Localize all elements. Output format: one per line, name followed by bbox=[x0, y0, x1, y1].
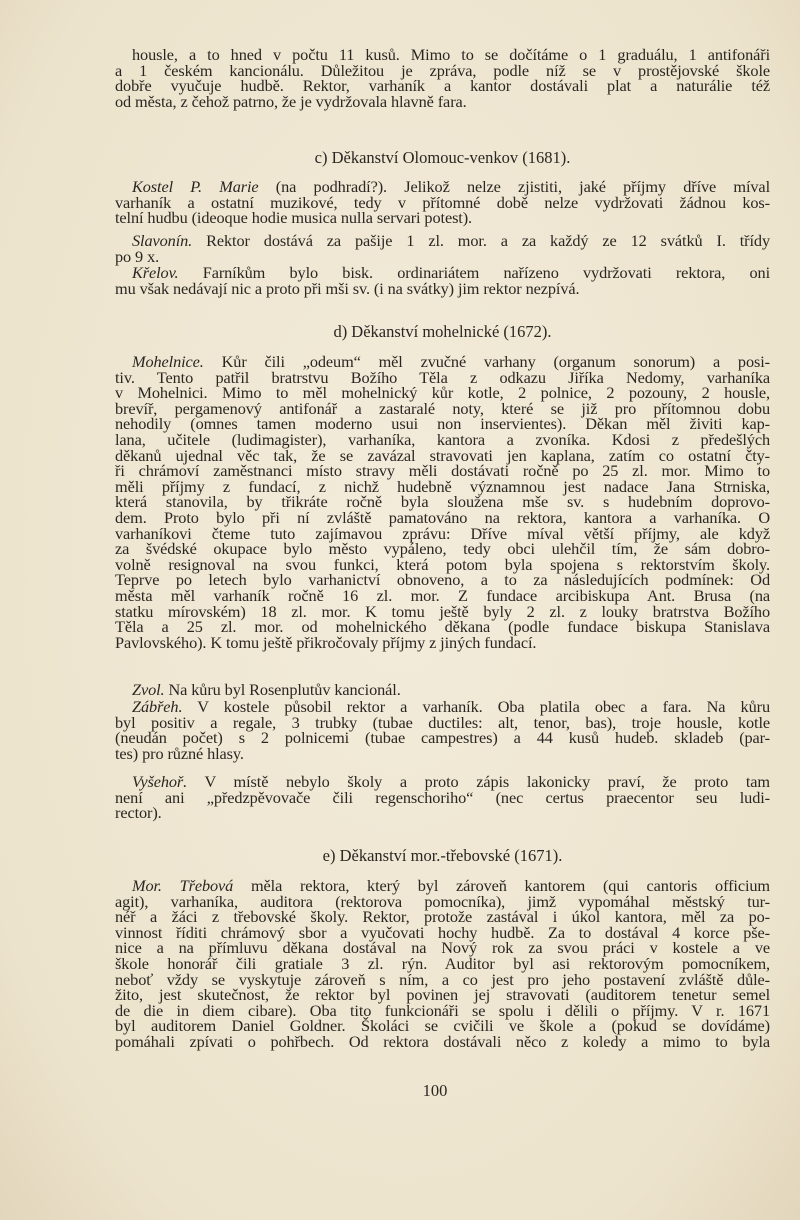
paragraph bbox=[115, 774, 770, 821]
text-line: tiv. Tento patřil bratrstvu Božího Těla z odkazu Jiříka Nedomy, varhaníka bbox=[115, 367, 770, 387]
text-line: de die in diem cibare). Oba tito funkcionáři se spolu i dělili o příjmy. V r. 1671 bbox=[115, 1000, 770, 1020]
text-line: po 9 x. bbox=[115, 246, 160, 266]
text-line: mu však nedávají nic a proto při mši sv. (i na svátky) jim rektor nezpívá. bbox=[115, 278, 580, 298]
text-line: néř a žáci z třebovské školy. Rektor, protože zastával i úkol kantora, měl za po- bbox=[115, 907, 770, 927]
paragraph bbox=[115, 265, 770, 296]
text-line: Teprve po letech bylo varhanictví obnoveno, a to za následujících podmínek: Od bbox=[115, 570, 770, 590]
text-line: rector). bbox=[115, 803, 162, 823]
text-line: žito, jest skutečnost, že rektor byl povinen jej stravovati (auditorem tenetur semel bbox=[115, 985, 770, 1005]
line-text: V kostele působil rektor a varhaník. Oba platila obec a fara. Na kůru bbox=[182, 697, 770, 716]
text-line: agit), varhaníka, auditora (rektorova pomocníka), jimž vypomáhal městský tur- bbox=[115, 891, 770, 911]
paragraph bbox=[115, 682, 770, 698]
text-line: města měl varhaník ročně 16 zl. mor. Z fundace arcibiskupa Ant. Brusa (na bbox=[115, 585, 770, 605]
section-heading: c) Děkanství Olomouc-venkov (1681). bbox=[314, 148, 571, 167]
text-line: není ani „předzpěvovače čili regenschoriho“ (nec certus praecentor seu ludi- bbox=[115, 787, 770, 807]
text-line: Těla a 25 zl. mor. od mohelnického děkana (podle fundace biskupa Stanislava bbox=[115, 617, 770, 637]
place-name: Zábřeh. bbox=[132, 697, 183, 716]
text-line: lana, učitele (ludimagister), varhaníka, kantora a zvoníka. Kdosi z předešlých bbox=[115, 429, 770, 449]
text-line: brevíř, pergamenový antifonář a zastaralé noty, které se již pro přítomnou dobu bbox=[115, 398, 770, 418]
place-name: Vyšehoř. bbox=[132, 772, 188, 791]
line-text: měla rektora, který byl zároveň kantorem (qui cantoris officium bbox=[233, 876, 770, 895]
text-line bbox=[115, 682, 770, 698]
paragraph bbox=[115, 233, 770, 264]
line-text: Rektor dostává za pašije 1 zl. mor. a za každý ze 12 svátků I. třídy bbox=[192, 231, 770, 250]
place-name: Slavonín. bbox=[132, 231, 193, 250]
paragraph bbox=[115, 699, 770, 761]
line-text: Kůr čili „odeum“ měl zvučné varhany (organum sonorum) a posi- bbox=[203, 352, 770, 371]
line-text: Farníkům bylo bisk. ordinariátem nařízeno vydržovati rektora, oni bbox=[178, 263, 770, 282]
text-line: telní hudbu (ideoque hodie musica nulla servari potest). bbox=[115, 208, 473, 228]
text-line: byl auditorem Daniel Goldner. Školáci se cvičili ve škole a (pokud se dovídáme) bbox=[115, 1016, 770, 1036]
line-text: (na podhradí?). Jelikož nelze zjistiti, jaké příjmy dříve míval bbox=[258, 177, 770, 196]
text-line: dem. Proto bylo při ní zvláště pamatováno na rektora, kantora a varhaníka. O bbox=[115, 507, 770, 527]
text-line: děkanů ujednal věc tak, že se zavázal stravovati jen kaplana, zatím co ostatní čty- bbox=[115, 445, 770, 465]
text-line: byl positiv a regale, 3 trubky (tubae ductiles: alt, tenor, bas), troje housle, kotle bbox=[115, 712, 770, 732]
text-line: statku mírovském) 18 zl. mor. K tomu ještě byly 2 zl. z louky bratrstva Božího bbox=[115, 601, 770, 621]
text-line: Pavlovského). K tomu ještě přikročovaly příjmy z jiných fundací. bbox=[115, 632, 537, 652]
text-line: za švédské okupace bylo město vypáleno, tedy obci ulehčil tím, že sám dobro- bbox=[115, 539, 770, 559]
line-text: Na kůru byl Rosenplutův kancionál. bbox=[164, 680, 401, 699]
text-line: v Mohelnici. Mimo to měl mohelnický kůr kotle, 2 polnice, 2 pozouny, 2 housle, bbox=[115, 383, 770, 403]
place-name: Mohelnice. bbox=[132, 352, 204, 371]
text-line: nehodily (omnes tamen moderno usui non inservientes). Děkan měl živiti kap- bbox=[115, 414, 770, 434]
text-line: varhaník a ostatní muzikové, tedy v přítomné době nelze vydržovati žádnou kos- bbox=[115, 192, 770, 212]
text-line: která stanovila, by třikráte ročně byla sloužena mše sv. s hudebním doprovo- bbox=[115, 492, 770, 512]
text-line: od města, z čehož patrno, že je vydržovala hlavně fara. bbox=[115, 91, 467, 111]
text-line: škole honorář čili gratiale 3 zl. rýn. Auditor byl asi rektorovým pomocníkem, bbox=[115, 953, 770, 973]
place-name: Křelov. bbox=[132, 263, 179, 282]
text-line: neboť vždy se vyskytuje zároveň s ním, a co jest pro jeho postavení zvláště důle- bbox=[115, 969, 770, 989]
text-line: vinnost říditi chrámový sbor a vyučovati hochy hudbě. Za to dostával 4 korce pše- bbox=[115, 922, 770, 942]
place-name: Kostel P. Marie bbox=[132, 177, 259, 196]
paragraph bbox=[115, 179, 770, 226]
text-line: housle, a to hned v počtu 11 kusů. Mimo to se dočítáme o 1 graduálu, 1 antifonáři bbox=[132, 45, 770, 64]
section-heading: d) Děkanství mohelnické (1672). bbox=[333, 322, 552, 341]
paragraph bbox=[115, 47, 770, 109]
text-line: pomáhali zpívati o pohřbech. Od rektora dostávali něco z koledy a mimo to byla bbox=[115, 1031, 770, 1051]
place-name: Zvol. bbox=[132, 680, 165, 699]
text-line: a 1 českém kancionálu. Důležitou je zpráva, podle níž se v prostějovské škole bbox=[115, 60, 770, 80]
text-line: tes) pro různé hlasy. bbox=[115, 743, 244, 763]
text-line: (neudán počet) s 2 polnicemi (tubae campestres) a 44 kusů hudeb. skladeb (par- bbox=[115, 728, 770, 748]
text-line: měli příjmy z fundací, z nichž hudebně významnou jest nadace Jana Strniska, bbox=[115, 476, 770, 496]
text-line bbox=[115, 233, 770, 249]
line-text: V místě nebylo školy a proto zápis lakonicky praví, že proto tam bbox=[187, 772, 770, 791]
paragraph bbox=[115, 878, 770, 1050]
place-name: Mor. Třebová bbox=[132, 876, 234, 895]
text-line: volně resignoval na svou funkci, která potom byla spojena s rektorstvím školy. bbox=[115, 554, 770, 574]
page-number: 100 bbox=[422, 1081, 448, 1100]
text-line: varhaníkovi čteme tuto zajímavou zprávu: Dříve míval větší příjmy, ale když bbox=[115, 523, 770, 543]
text-line: ři chrámoví zaměstnanci místo stravy měli dostávati ročně po 25 zl. mor. Mimo to bbox=[115, 461, 770, 481]
text-line: dobře vyučuje hudbě. Rektor, varhaník a kantor dostávali plat a naturálie též bbox=[115, 76, 770, 96]
section-heading: e) Děkanství mor.-třebovské (1671). bbox=[322, 846, 563, 865]
paragraph bbox=[115, 354, 770, 650]
text-line: nice a na přímluvu děkana dostával na Nový rok za svou práci v kostele a ve bbox=[115, 938, 770, 958]
